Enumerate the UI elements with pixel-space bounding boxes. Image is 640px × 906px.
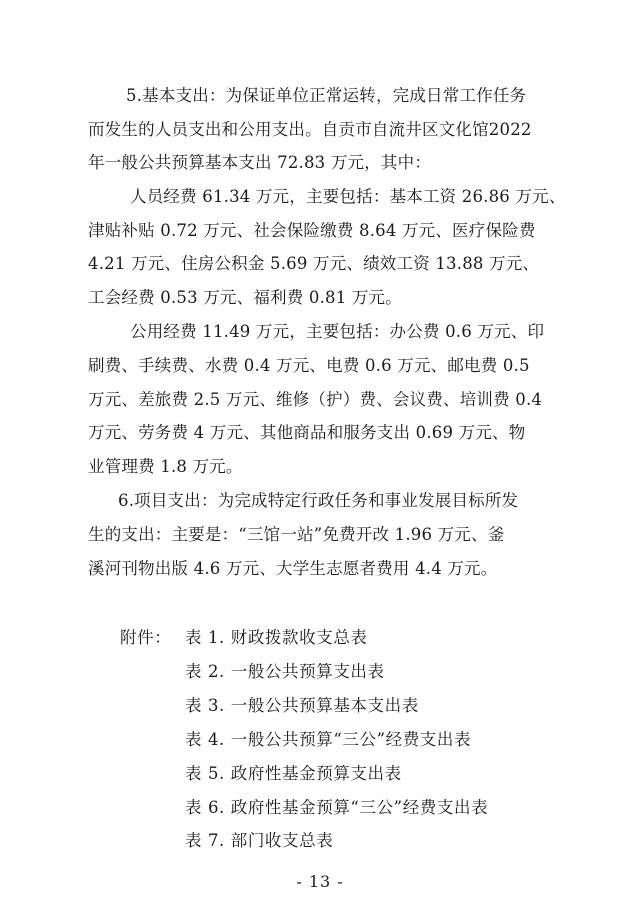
attachment-item: 表 3. 一般公共预算基本支出表 bbox=[185, 696, 419, 715]
paragraph-line: 人员经费 61.34 万元，主要包括：基本工资 26.86 万元、 bbox=[130, 187, 566, 206]
attachment-item: 表 4. 一般公共预算“三公”经费支出表 bbox=[185, 730, 472, 749]
paragraph-line: 津贴补贴 0.72 万元、社会保险缴费 8.64 万元、医疗保险费 bbox=[88, 221, 536, 240]
paragraph-line: 业管理费 1.8 万元。 bbox=[88, 457, 243, 476]
paragraph-line: 4.21 万元、住房公积金 5.69 万元、绩效工资 13.88 万元、 bbox=[88, 254, 540, 273]
attachment-item: 表 7. 部门收支总表 bbox=[185, 831, 334, 850]
paragraph-line: 生的支出：主要是：“三馆一站”免费开改 1.96 万元、釜 bbox=[88, 525, 505, 544]
paragraph-line: 刷费、手续费、水费 0.4 万元、电费 0.6 万元、邮电费 0.5 bbox=[88, 356, 530, 375]
paragraph-line: 而发生的人员支出和公用支出。自贡市自流井区文化馆2022 bbox=[88, 120, 532, 139]
paragraph-line: 工会经费 0.53 万元、福利费 0.81 万元。 bbox=[88, 288, 402, 307]
attachment-item: 表 1. 财政拨款收支总表 bbox=[185, 628, 368, 647]
attachment-item: 表 5. 政府性基金预算支出表 bbox=[185, 764, 402, 783]
paragraph-line: 年一般公共预算基本支出 72.83 万元，其中： bbox=[88, 153, 432, 172]
attachment-item: 表 2. 一般公共预算支出表 bbox=[185, 662, 385, 681]
paragraph-line: 万元、差旅费 2.5 万元、维修（护）费、会议费、培训费 0.4 bbox=[88, 390, 543, 409]
paragraph-line: 溪河刊物出版 4.6 万元、大学生志愿者费用 4.4 万元。 bbox=[88, 559, 498, 578]
paragraph-line: 公用经费 11.49 万元，主要包括：办公费 0.6 万元、印 bbox=[130, 322, 545, 341]
attachments-label: 附件： bbox=[120, 628, 172, 647]
attachment-item: 表 6. 政府性基金预算“三公”经费支出表 bbox=[185, 798, 489, 817]
paragraph-line: 万元、劳务费 4 万元、其他商品和服务支出 0.69 万元、物 bbox=[88, 423, 526, 442]
page-number: - 13 - bbox=[296, 872, 344, 891]
paragraph-line: 6.项目支出：为完成特定行政任务和事业发展目标所发 bbox=[118, 491, 519, 510]
paragraph-line: 5.基本支出：为保证单位正常运转，完成日常工作任务 bbox=[126, 86, 527, 105]
